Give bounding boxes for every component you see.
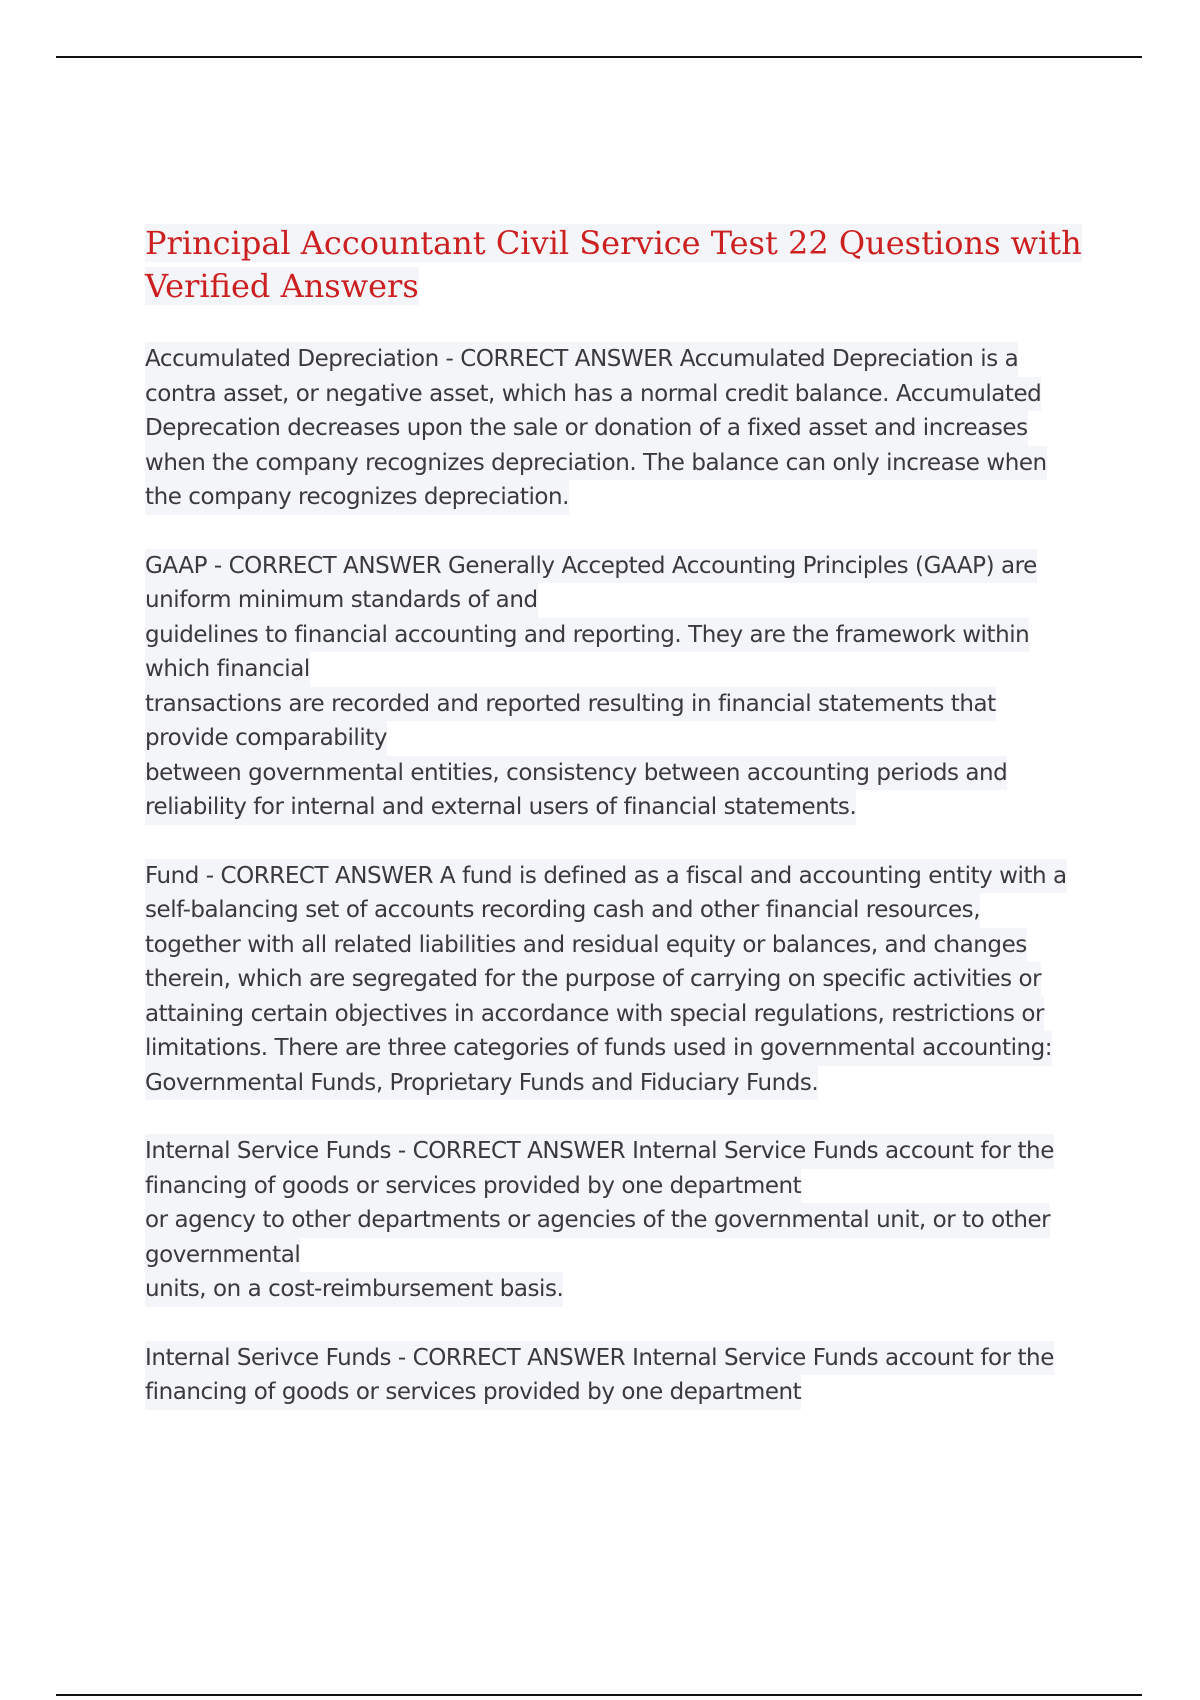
- entry-line: provide comparability: [145, 721, 387, 756]
- qa-entry-accumulated-depreciation: [145, 342, 1095, 515]
- entry-line: contra asset, or negative asset, which has a normal credit balance. Accumulated: [145, 377, 1041, 412]
- entry-line: Fund - CORRECT ANSWER A fund is defined as a fiscal and accounting entity with a: [145, 859, 1067, 894]
- qa-entries: [145, 342, 1095, 1444]
- title-line: Principal Accountant Civil Service Test 22 Questions with: [145, 224, 1082, 262]
- entry-line: financing of goods or services provided by one department: [145, 1375, 801, 1410]
- entry-line: when the company recognizes depreciation. The balance can only increase when: [145, 446, 1047, 481]
- qa-entry-internal-serivce-funds: [145, 1341, 1095, 1410]
- entry-line: reliability for internal and external users of financial statements.: [145, 790, 856, 825]
- entry-line: financing of goods or services provided by one department: [145, 1169, 801, 1204]
- entry-line: units, on a cost-reimbursement basis.: [145, 1272, 563, 1307]
- entry-line: Governmental Funds, Proprietary Funds and Fiduciary Funds.: [145, 1066, 818, 1101]
- entry-line: limitations. There are three categories of funds used in governmental accounting:: [145, 1031, 1052, 1066]
- entry-line: GAAP - CORRECT ANSWER Generally Accepted Accounting Principles (GAAP) are: [145, 549, 1037, 584]
- entry-line: or agency to other departments or agencies of the governmental unit, or to other: [145, 1203, 1050, 1238]
- entry-line: together with all related liabilities and residual equity or balances, and changes: [145, 928, 1027, 963]
- qa-entry-internal-service-funds: [145, 1134, 1095, 1307]
- entry-line: between governmental entities, consistency between accounting periods and: [145, 756, 1007, 791]
- entry-line: Accumulated Depreciation - CORRECT ANSWER Accumulated Depreciation is a: [145, 342, 1018, 377]
- bottom-rule: [56, 1694, 1142, 1696]
- entry-line: uniform minimum standards of and: [145, 583, 538, 618]
- entry-line: attaining certain objectives in accordance with special regulations, restrictions or: [145, 997, 1044, 1032]
- entry-line: Deprecation decreases upon the sale or donation of a fixed asset and increases: [145, 411, 1028, 446]
- top-rule: [56, 56, 1142, 58]
- entry-line: which financial: [145, 652, 310, 687]
- qa-entry-fund: [145, 859, 1095, 1101]
- qa-entry-gaap: [145, 549, 1095, 825]
- entry-line: therein, which are segregated for the purpose of carrying on specific activities or: [145, 962, 1041, 997]
- document-title: [145, 222, 1085, 308]
- entry-line: transactions are recorded and reported resulting in financial statements that: [145, 687, 996, 722]
- entry-line: Internal Service Funds - CORRECT ANSWER Internal Service Funds account for the: [145, 1134, 1054, 1169]
- entry-line: self-balancing set of accounts recording cash and other financial resources,: [145, 893, 980, 928]
- entry-line: the company recognizes depreciation.: [145, 480, 569, 515]
- title-line: Verified Answers: [145, 267, 419, 305]
- entry-line: guidelines to financial accounting and reporting. They are the framework within: [145, 618, 1029, 653]
- entry-line: governmental: [145, 1238, 300, 1273]
- entry-line: Internal Serivce Funds - CORRECT ANSWER Internal Service Funds account for the: [145, 1341, 1054, 1376]
